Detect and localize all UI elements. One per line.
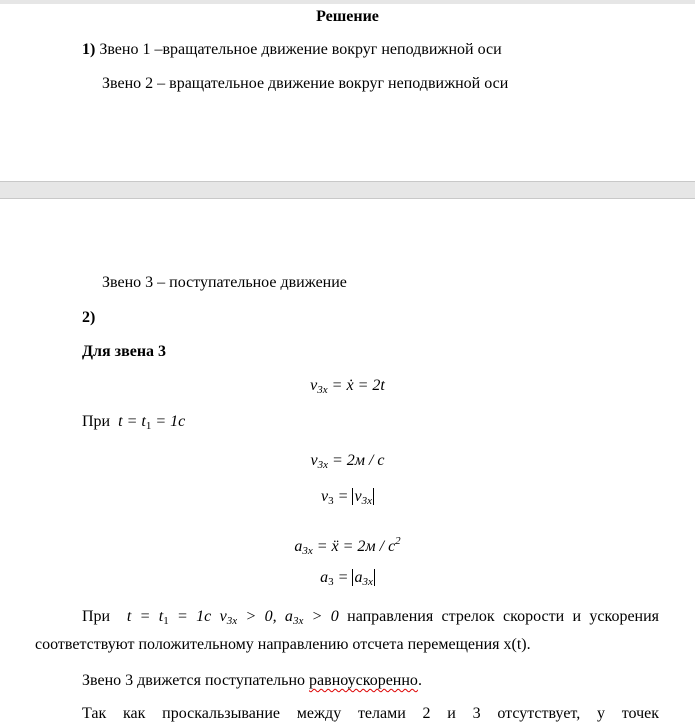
time-condition: При $t = t_1 = 1c$ xyxy=(82,413,186,432)
paragraph-directions: При $t = t_1 = 1c$ $v_{3x} > 0$, $a_{3x} > 0$ направления стрелок скорости и ускорения xyxy=(82,608,660,627)
formula-velocity: $v_{3x}$ = ẋ = 2t xyxy=(310,377,385,396)
item-text: Звено 1 –вращательное движение вокруг неподвижной оси xyxy=(95,41,502,58)
formula-velocity-value: $v_{3x} = 2м / c$ xyxy=(310,452,385,471)
formula-velocity-abs: $v_3 = v_{3x}$ xyxy=(321,488,372,507)
paragraph-no-slip: Так как проскальзывание между телами 2 и 3 отсутствует, у точек xyxy=(82,705,659,722)
item-1 xyxy=(82,40,502,60)
link-3-text: Звено 3 – поступательное движение xyxy=(102,274,347,291)
link-2-text: Звено 2 – вращательное движение вокруг неподвижной оси xyxy=(102,75,509,92)
spelling-error[interactable]: равноускоренно xyxy=(309,672,418,689)
item-number: 1) xyxy=(82,41,96,58)
formula-acceleration-abs: $a_3 = a_{3x}$ xyxy=(320,569,373,588)
section-heading: Для звена 3 xyxy=(82,343,167,360)
page-break xyxy=(0,181,695,199)
solution-heading: Решение xyxy=(316,8,379,25)
paragraph-motion: Звено 3 движется поступательно равноускоренно. xyxy=(82,672,422,689)
item-2-number: 2) xyxy=(82,309,96,326)
paragraph-directions-line2: соответствуют положительному направлению отсчета перемещения x(t). xyxy=(35,636,531,653)
formula-acceleration: $a_{3x}$ = ẍ = $2м / c^2$ xyxy=(294,535,401,557)
page-gap-top xyxy=(0,0,695,4)
